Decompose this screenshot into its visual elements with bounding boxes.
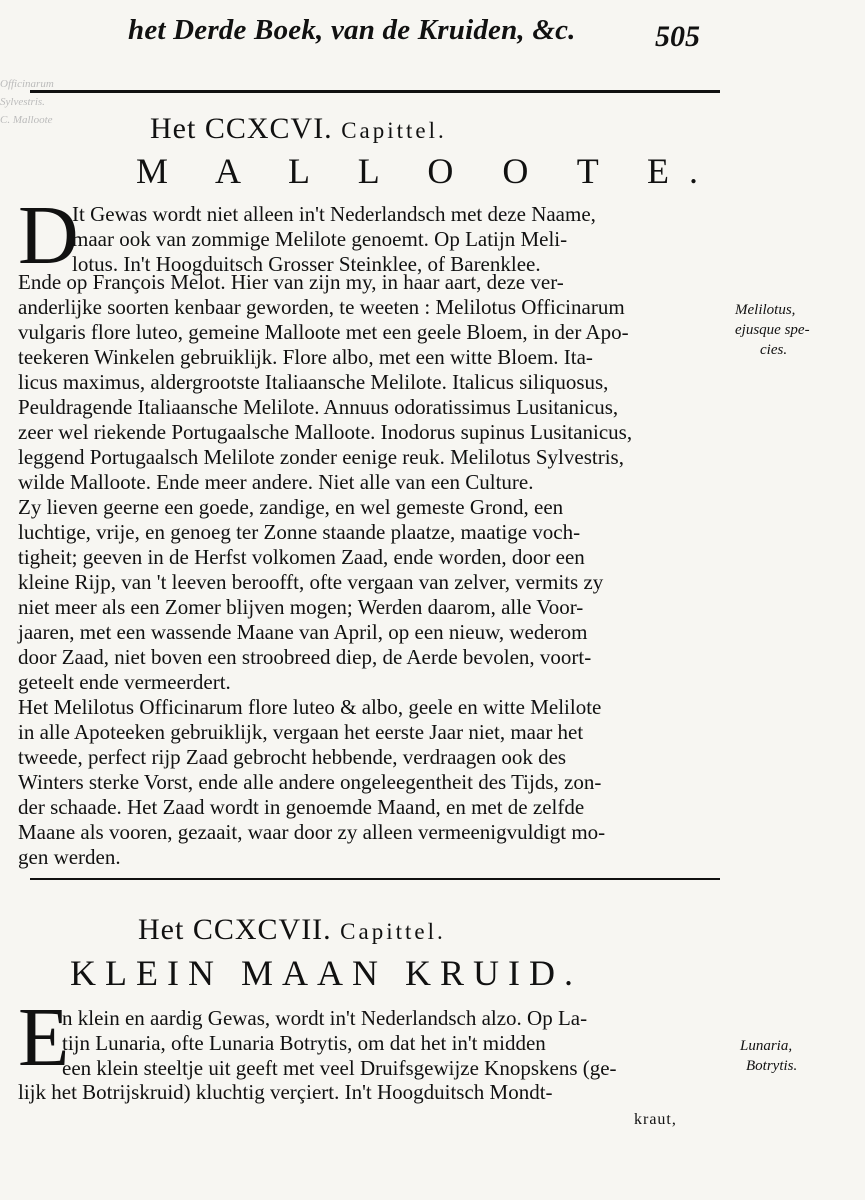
body-line: jaaren, met een wassende Maane van April, op een nieuw, wederom xyxy=(18,620,588,644)
body-line: wilde Malloote. Ende meer andere. Niet alle van een Culture. xyxy=(18,470,534,494)
bleed-through-2: Sylvestris. xyxy=(0,96,45,108)
page-number: 505 xyxy=(655,20,700,53)
body-line: leggend Portugaalsch Melilote zonder eenige reuk. Melilotus Sylvestris, xyxy=(18,445,624,469)
margin-note: cies. xyxy=(760,342,788,358)
body-line: tijn Lunaria, ofte Lunaria Botrytis, om dat het in't midden xyxy=(62,1031,546,1055)
heading-het: Het xyxy=(138,913,185,946)
bleed-through-3: C. Malloote xyxy=(0,114,53,126)
heading-numeral: CCXCVII. xyxy=(192,913,332,946)
chapter-title: KLEIN MAAN KRUID. xyxy=(70,953,582,993)
body-line: maar ook van zommige Melilote genoemt. Op Latijn Meli- xyxy=(72,227,568,251)
body-line: Zy lieven geerne een goede, zandige, en wel gemeste Grond, een xyxy=(18,495,564,519)
body-line: luchtige, vrije, en genoeg ter Zonne staande plaatze, maatige voch- xyxy=(18,520,581,544)
chapter-heading xyxy=(138,913,446,947)
body-line: teekeren Winkelen gebruiklijk. Flore albo, met een witte Bloem. Ita- xyxy=(18,345,593,369)
body-line: kleine Rijp, van 't leeven beroofft, ofte vergaan van zelver, vermits zy xyxy=(18,570,604,594)
heading-capittel: Capittel. xyxy=(341,118,447,143)
body-line: vulgaris flore luteo, gemeine Malloote met een geele Bloem, in der Apo- xyxy=(18,320,629,344)
heading-capittel: Capittel. xyxy=(340,919,446,944)
margin-note: ejusque spe- xyxy=(735,322,810,338)
body-line: niet meer als een Zomer blijven mogen; Werden daarom, alle Voor- xyxy=(18,595,584,619)
body-line: kraut, xyxy=(634,1111,677,1128)
section-rule xyxy=(30,878,720,880)
body-line: anderlijke soorten kenbaar geworden, te weeten : Melilotus Officinarum xyxy=(18,295,625,319)
body-line: zeer wel riekende Portugaalsche Malloote. Inodorus supinus Lusitanicus, xyxy=(18,420,633,444)
body-line: tweede, perfect rijp Zaad gebrocht hebbende, verdraagen ook des xyxy=(18,745,567,769)
body-line: gen werden. xyxy=(18,845,121,869)
body-line: lotus. In't Hoogduitsch Grosser Steinklee, of Barenklee. xyxy=(72,252,541,276)
header-rule xyxy=(30,90,720,93)
body-line: It Gewas wordt niet alleen in't Nederlandsch met deze Naame, xyxy=(72,202,596,226)
drop-cap: D xyxy=(18,189,79,282)
body-line: in alle Apoteeken gebruiklijk, vergaan het eerste Jaar niet, maar het xyxy=(18,720,584,744)
body-line: Maane als vooren, gezaait, waar door zy alleen vermeenigvuldigt mo- xyxy=(18,820,606,844)
body-line: tigheit; geeven in de Herfst volkomen Zaad, ende worden, door een xyxy=(18,545,585,569)
body-line: n klein en aardig Gewas, wordt in't Nederlandsch alzo. Op La- xyxy=(62,1006,588,1030)
body-line: Winters sterke Vorst, ende alle andere ongeleegentheit des Tijds, zon- xyxy=(18,770,602,794)
body-line: Ende op François Melot. Hier van zijn my, in haar aart, deze ver- xyxy=(18,270,564,294)
running-title: het Derde Boek, van de Kruiden, &c. xyxy=(128,14,576,46)
body-line: door Zaad, niet boven een stroobreed diep, de Aerde bevolen, voort- xyxy=(18,645,592,669)
drop-cap: E xyxy=(18,991,70,1084)
heading-het: Het xyxy=(150,112,197,145)
heading-numeral: CCXCVI. xyxy=(204,112,333,145)
body-line: Peuldragende Italiaansche Melilote. Annuus odoratissimus Lusitanicus, xyxy=(18,395,619,419)
bleed-through-1: Officinarum xyxy=(0,78,54,90)
body-line: lijk het Botrijskruid) kluchtig verçiert. In't Hoogduitsch Mondt- xyxy=(18,1080,553,1104)
margin-note: Botrytis. xyxy=(746,1058,798,1074)
margin-note: Lunaria, xyxy=(740,1038,793,1054)
body-line: geteelt ende vermeerdert. xyxy=(18,670,231,694)
chapter-title: M A L L O O T E. xyxy=(136,151,719,191)
body-line: licus maximus, aldergrootste Italiaansche Melilote. Italicus siliquosus, xyxy=(18,370,609,394)
body-line: der schaade. Het Zaad wordt in genoemde Maand, en met de zelfde xyxy=(18,795,585,819)
body-line: Het Melilotus Officinarum flore luteo & albo, geele en witte Melilote xyxy=(18,695,602,719)
margin-note: Melilotus, xyxy=(735,302,796,318)
chapter-heading xyxy=(150,112,447,146)
body-line: een klein steeltje uit geeft met veel Druifsgewijze Knopskens (ge- xyxy=(62,1056,617,1080)
